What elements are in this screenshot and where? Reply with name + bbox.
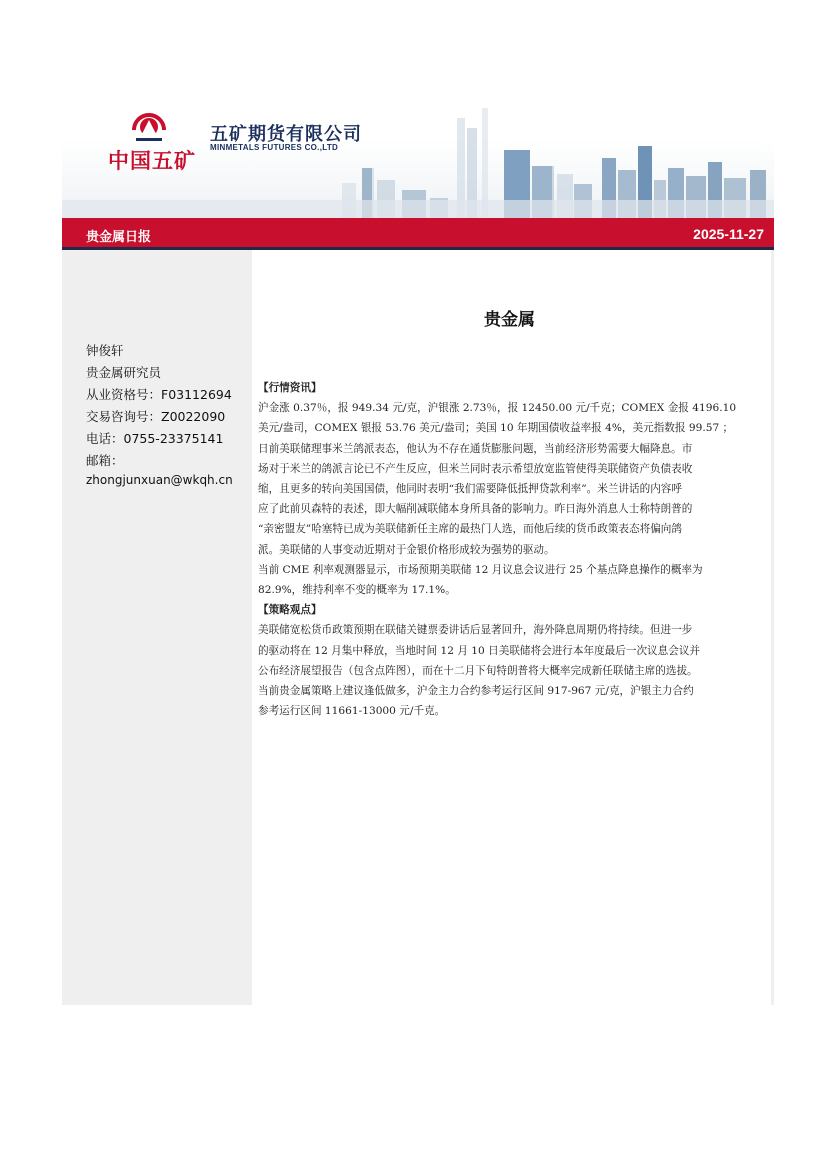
paragraph-line: 的驱动将在 12 月集中释放，当地时间 12 月 10 日美联储将会进行本年度最后一次议息会议并 [258, 644, 701, 657]
paragraph-line: 日前美联储理事米兰鸽派表态，他认为不存在通货膨胀问题，当前经济形势需要大幅降息。市 [258, 442, 693, 455]
paragraph-line: 应了此前贝森特的表述，即大幅削减联储本身所具备的影响力。昨日海外消息人士称特朗普的 [258, 503, 693, 516]
paragraph-line: 场对于米兰的鸽派言论已不产生反应，但米兰同时表示希望放宽监管使得美联储资产负债表收 [258, 462, 693, 475]
paragraph-line: 当前贵金属策略上建议逢低做多，沪金主力合约参考运行区间 917-967 元/克，沪银主力合约 [258, 685, 694, 698]
paragraph-line: 参考运行区间 11661-13000 元/千克。 [258, 705, 446, 718]
qualification-number: 从业资格号：F03112694 [86, 387, 232, 402]
email-label: 邮箱： [86, 453, 124, 468]
email-address[interactable]: zhongjunxuan@wkqh.cn [86, 473, 233, 487]
paragraph-line: 缩，且更多的转向美国国债，他同时表明“我们需要降低抵押贷款利率”。米兰讲话的内容呼 [258, 483, 682, 496]
report-name: 贵金属日报 [86, 230, 152, 245]
paragraph-line: 82.9%，维持利率不变的概率为 17.1%。 [258, 584, 456, 597]
paragraph-line: 派。美联储的人事变动近期对于金银价格形成较为强势的驱动。 [258, 543, 555, 556]
page-title: 贵金属 [484, 310, 535, 330]
paragraph-line: 公布经济展望报告（包含点阵图），而在十二月下旬特朗普将大概率完成新任联储主席的选拔。 [258, 664, 698, 677]
report-date: 2025-11-27 [693, 226, 764, 242]
report-title-bar [62, 218, 774, 250]
phone-number: 电话：0755-23375141 [86, 431, 224, 446]
paragraph-line: 美联储宽松货币政策预期在联储关键票委讲话后显著回升，海外降息周期仍将持续。但进一步 [258, 624, 693, 637]
paragraph-line: “亲密盟友”哈塞特已成为美联储新任主席的最热门人选，而他后续的货币政策表态将偏向鸽 [258, 523, 682, 536]
section-heading-market-info: 【行情资讯】 [258, 382, 322, 394]
china-minmetals-logo-icon [130, 104, 168, 144]
section-heading-strategy: 【策略观点】 [258, 604, 322, 617]
author-role: 贵金属研究员 [86, 365, 162, 380]
author-name: 钟俊轩 [86, 343, 124, 358]
consult-number: 交易咨询号：Z0022090 [86, 409, 226, 424]
paragraph-line: 美元/盎司，COMEX 银报 53.76 美元/盎司；美国 10 年期国债收益率报 4%，美元指数报 99.57 ； [258, 422, 734, 435]
company-name-cn: 五矿期货有限公司 [210, 124, 362, 145]
logo-text: 中国五矿 [108, 149, 196, 173]
paragraph-line: 沪金涨 0.37％，报 949.34 元/克，沪银涨 2.73％，报 12450.00 元/千克；COMEX 金报 4196.10 [258, 402, 737, 415]
right-border-strip [771, 250, 774, 1005]
paragraph-line: 当前 CME 利率观测器显示，市场预期美联储 12 月议息会议进行 25 个基点降息操作的概率为 [258, 563, 703, 576]
company-name-en: MINMETALS FUTURES CO.,LTD [210, 143, 339, 152]
report-body [258, 378, 770, 721]
